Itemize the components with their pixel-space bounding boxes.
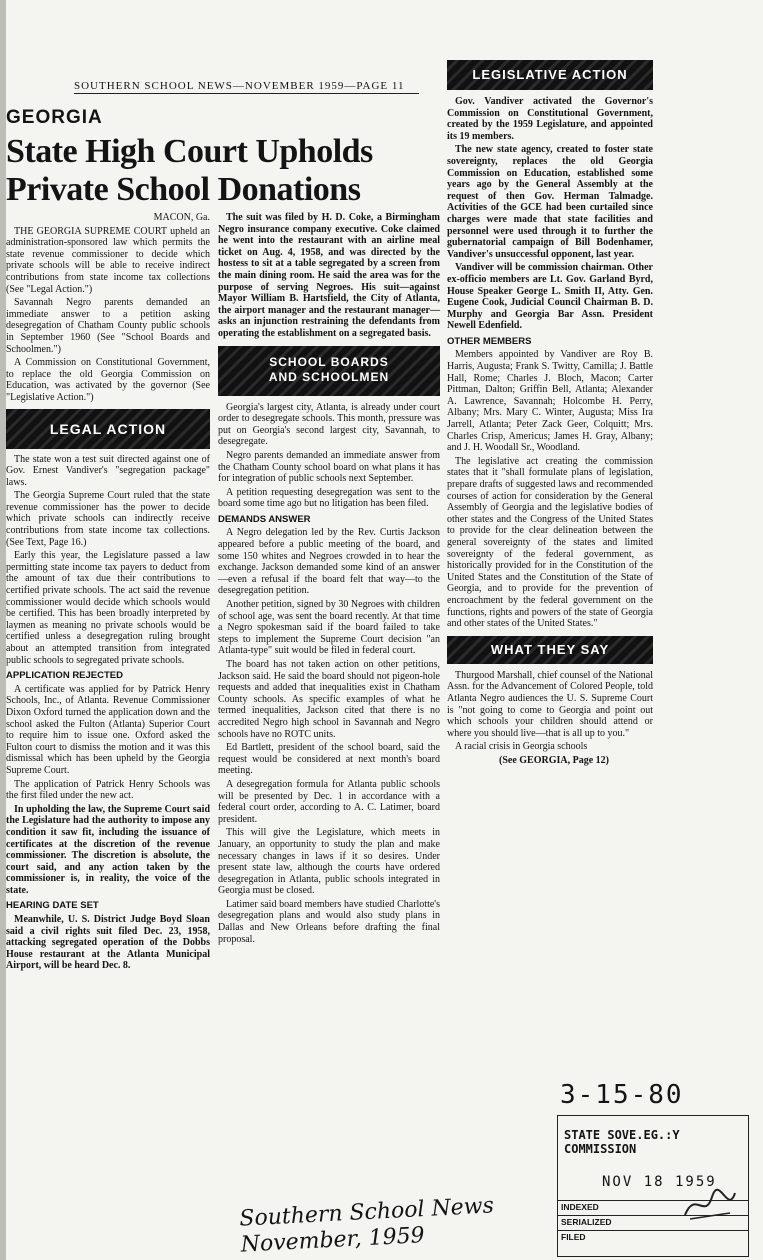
paragraph: A racial crisis in Georgia schools <box>455 741 588 753</box>
paragraph: Vandiver will be commission chairman. Other ex-officio members are Lt. Gov. Garland Byrd, House Speaker George L. Smith II, Atty. Gen. Eugene Cook, Judicial Council Chairman B. D. Murphy and Georgia Bar Assn. President Newell Edenfield. <box>447 262 653 332</box>
headline <box>6 133 426 209</box>
paragraph: Ed Bartlett, president of the school board, said the request would be considered at next month's board meeting. <box>218 742 440 777</box>
paragraph: The new state agency, created to foster state sovereignty, replaces the old Georgia Commission on Education, established some years ago by the General Assembly at the request of then Gov. Herman Talmadge. Activities of the GCE had been curtailed since charges were made that state facilities and personnel were used through it to further the gubernatorial campaign of Bill Bodenhamer, Vandiver's unsuccessful opponent, last year. <box>447 144 653 260</box>
paragraph: Negro parents demanded an immediate answer from the Chatham County school board on what plans it has for integration of public schools next September. <box>218 449 440 485</box>
lead-paragraph: THE GEORGIA SUPREME COURT upheld an administration-sponsored law which permits the state revenue commissioner to decide which private schools will be able to receive indirect contributions from state income tax collections (See "Legal Action.") <box>6 225 210 295</box>
paragraph: A petition requesting desegregation was sent to the board some time ago but no litigation has been filed. <box>218 486 440 510</box>
stamp-row-serialized: SERIALIZED <box>558 1215 748 1230</box>
initials-scribble-icon <box>680 1185 740 1225</box>
masthead: SOUTHERN SCHOOL NEWS—NOVEMBER 1959—PAGE 11 <box>74 80 419 94</box>
paragraph: This will give the Legislature, which meets in January, an opportunity to study the plan and make necessary changes in laws if it so desires. Under present state law, although the courts have ordered desegregation in Atlanta, public schools integrated in Georgia must be closed. <box>218 827 440 897</box>
subhead-hearing-date-set: HEARING DATE SET <box>6 900 99 912</box>
subhead-demands-answer: DEMANDS ANSWER <box>218 513 311 525</box>
what-they-say-banner <box>447 636 653 664</box>
paragraph: Georgia's largest city, Atlanta, is already under court order to desegregate schools. This month, pressure was put on Georgia's second largest city, Savannah, to desegregate. <box>218 401 440 448</box>
paragraph: Another petition, signed by 30 Negroes with children of school age, was sent the board recently. At that time a Negro spokesman said if the board failed to take steps to implement the Supreme Court decision "an Atlanta-type" suit would be filed in federal court. <box>218 599 440 657</box>
headline-line-2: Private School Donations <box>6 171 361 208</box>
paragraph: Meanwhile, U. S. District Judge Boyd Sloan said a civil rights suit filed Dec. 23, 1958, attacking segregated operation of the Dobbs House restaurant at the Atlanta Municipal Airport, will be heard Dec. 8. <box>6 914 210 972</box>
stamp-date: NOV 18 1959 <box>602 1174 717 1190</box>
subhead-application-rejected: APPLICATION REJECTED <box>6 670 124 682</box>
stamp-row-filed: FILED <box>558 1230 748 1245</box>
paragraph: Latimer said board members have studied Charlotte's desegregation plans and would also study plans in Dallas and New Orleans before drafting the final proposal. <box>218 898 440 945</box>
stamp-row-indexed: INDEXED <box>558 1200 748 1215</box>
paragraph: A certificate was applied for by Patrick Henry Schools, Inc., of Atlanta. Revenue Commissioner Dixon Oxford turned the application down and the school asked the Fulton (Atlanta) Superior Court to require him to issue one. Oxford asked the Fulton court to dismiss the motion and it was this dismissal which has been upheld by the Georgia Supreme Court. <box>6 683 210 776</box>
paragraph: Thurgood Marshall, chief counsel of the National Assn. for the Advancement of Colored People, told Atlanta Negro audiences the U. S. Supreme Court is "not going to come to Georgia and point out which schools your children should attend or where you should live—that is all up to you." <box>447 669 653 739</box>
paragraph: A desegregation formula for Atlanta public schools will be presented by Dec. 1 in accordance with a federal court order, according to A. C. Latimer, board president. <box>218 778 440 825</box>
paragraph: Gov. Vandiver activated the Governor's Commission on Constitutional Government, created by the 1959 Legislature, and appointed its 19 members. <box>447 96 653 142</box>
headline-line-1: State High Court Upholds <box>6 133 373 170</box>
legal-action-banner-text: LEGAL ACTION <box>49 420 167 437</box>
paragraph: Savannah Negro parents demanded an immediate answer to a petition asking desegregation of Chatham County public schools in September 1960 (See "School Boards and Schoolmen.") <box>6 297 210 355</box>
paragraph: The application of Patrick Henry Schools was the first filed under the new act. <box>6 778 210 802</box>
paragraph: The Georgia Supreme Court ruled that the state revenue commissioner has the power to decide which private schools can indirectly receive contributions from state income tax collections. (See Text, Page 16.) <box>6 490 210 548</box>
state-section-label: GEORGIA <box>6 107 103 128</box>
what-they-say-banner-text: WHAT THEY SAY <box>490 641 610 657</box>
handwritten-source-note <box>239 1193 496 1258</box>
paragraph: The suit was filed by H. D. Coke, a Birmingham Negro insurance company executive. Coke claimed he went into the restaurant with an airline meal ticket on Aug. 4, 1958, and was directed by the hostess to sit at a table segregated by a screen from the main dining room. He said the area was for the purpose of serving Negroes. His suit—against Mayor William B. Hartsfield, the City of Atlanta, the airport manager and the restaurant manager—asks an injunction restraining the defendants from operating the establishment on a segregated basis. <box>218 212 440 339</box>
paragraph: In upholding the law, the Supreme Court said the Legislature had the authority to impose any condition it saw fit, including the issuance of certificates at the discretion of the revenue commissioner. The discretion is absolute, the court said, and any action taken by the commissioner is, in reality, the voice of the state. <box>6 803 210 896</box>
legislative-action-banner <box>447 60 653 90</box>
school-boards-banner-text: SCHOOL BOARDS AND SCHOOLMEN <box>268 354 390 384</box>
school-boards-banner <box>218 346 440 396</box>
legislative-action-banner-text: LEGISLATIVE ACTION <box>472 67 628 82</box>
dateline: MACON, Ga. <box>153 212 210 223</box>
column-3 <box>447 60 653 768</box>
paragraph: The board has not taken action on other petitions, Jackson said. He said the board should not pigeon-hole requests and added that inequalities exist in Chatham County schools. As specific examples of what he termed inequalities, Jackson cited that there is no accredited Negro high school in Savannah and Negro schools have no ROTC units. <box>218 659 440 740</box>
paragraph: The state won a test suit directed against one of Gov. Ernest Vandiver's "segregation package" laws. <box>6 453 210 488</box>
column-2 <box>218 212 440 947</box>
handwriting-line-1: Southern School News <box>238 1193 495 1232</box>
paragraph: Early this year, the Legislature passed a law permitting state income tax payers to deduct from the amount of tax due their contributions to certified private schools. The act said the revenue commissioner would decide which schools would be certified. This has been broadly interpreted by laymen as meaning no private schools would be certified unless a desegregation ruling brought about an attempted transition from integrated public schools to segregated private schools. <box>6 550 210 666</box>
paragraph: A Commission on Constitutional Government, to replace the old Georgia Commission on Education, was activated by the governor (See "Legislative Action.") <box>6 357 210 403</box>
stamp-title: STATE SOVE.EG.:Y COMMISSION <box>564 1128 680 1156</box>
paragraph: A Negro delegation led by the Rev. Curtis Jackson appeared before a public meeting of the board, and some 150 whites and Negroes crowded in to hear the exchange. Jackson demanded some kind of an answer—even a refusal if the board felt that way—to the desegregation petition. <box>218 527 440 597</box>
continued-reference: (See GEORGIA, Page 12) <box>499 754 609 766</box>
legal-action-banner <box>6 409 210 449</box>
paragraph: The legislative act creating the commission states that it "shall formulate plans of legislation, prepare drafts of suggested laws and recommended courses of action for consideration by the General Assembly of Georgia and the legislative bodies of other states and the Congress of the United States to provide for the clear delineation between the general sovereignty of the states and limited sovereignty of the federal government, as historically provided for in the Constitution of the United States and the Constitution of the State of Georgia, and to provide for the prevention of encroachment by the federal government on the functions, rights and powers of the state of Georgia and other states of the United States." <box>447 455 653 630</box>
paragraph: Members appointed by Vandiver are Roy B. Harris, Augusta; Frank S. Twitty, Camilla; J. Battle Hall, Rome; Charles J. Bloch, Macon; Carter Pittman, Dalton; Griffin Bell, Atlanta; Alexander A. Lawrence, Savannah; Holcombe H. Perry, Albany; Mrs. Mary C. Winter, Augusta; Miss Ira Jarrell, Atlanta; Peter Zack Geer, Colquitt; Mrs. Charles Crisp, Americus; James H. Gray, Albany; and J. H. Woodall Sr., Woodland. <box>447 349 653 454</box>
handwriting-line-2: November, 1959 <box>240 1223 426 1258</box>
column-1 <box>6 212 210 974</box>
subhead-other-members: OTHER MEMBERS <box>447 335 532 347</box>
handwritten-date: 3-15-80 <box>560 1080 684 1110</box>
